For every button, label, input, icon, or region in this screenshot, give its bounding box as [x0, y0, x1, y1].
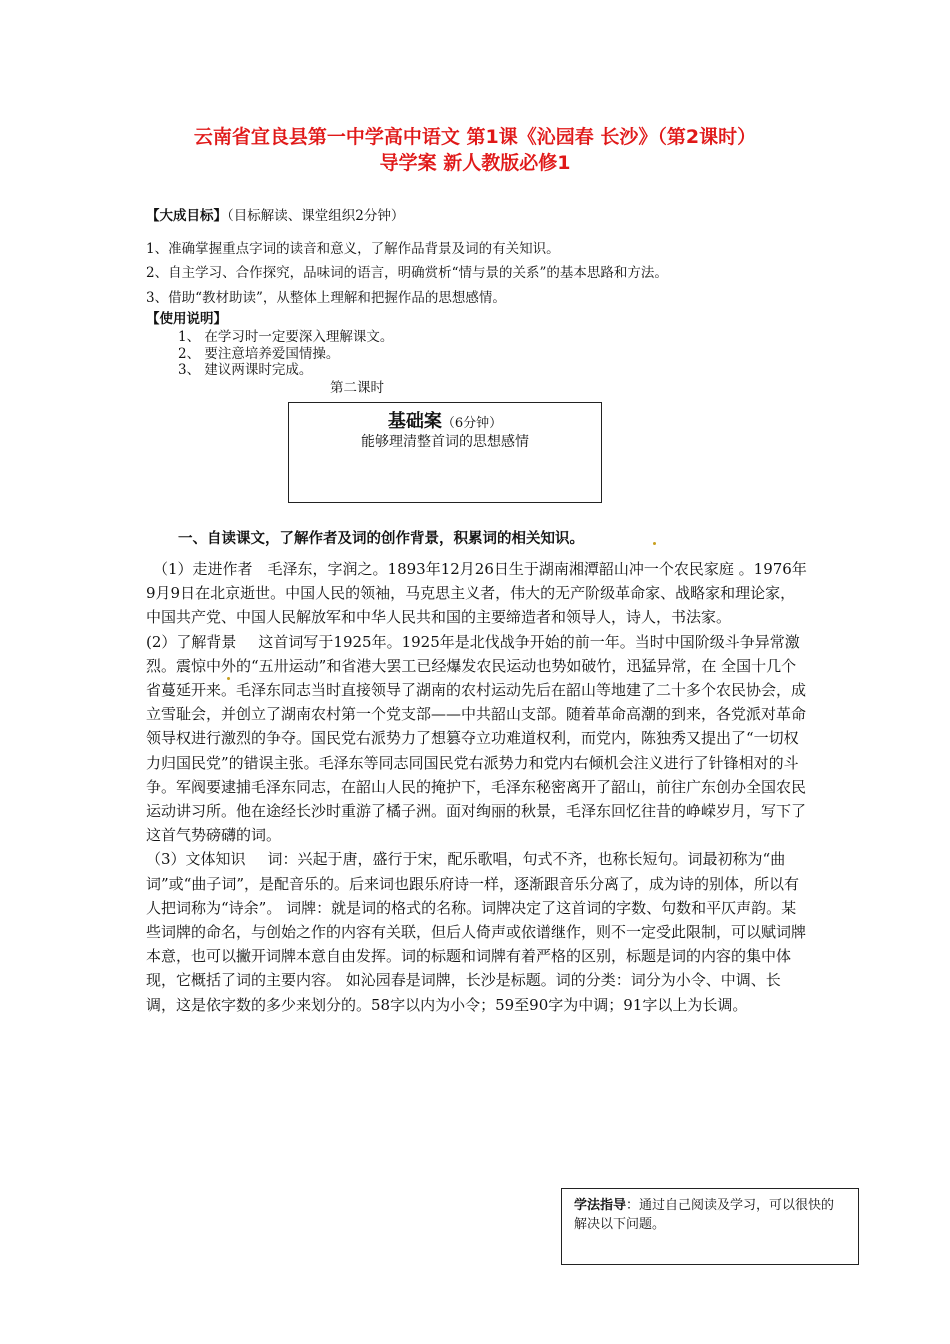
usage-heading: 【使用说明】 — [146, 311, 227, 327]
study-guide-box — [561, 1188, 859, 1265]
goal-item: 2、自主学习、合作探究，品味词的语言，明确赏析“情与景的关系”的基本思路和方法。 — [146, 265, 668, 281]
basic-case-subtitle: 能够理清整首词的思想感情 — [361, 434, 529, 450]
goal-item: 1、准确掌握重点字词的读音和意义，了解作品背景及词的有关知识。 — [146, 241, 560, 257]
paragraph-text: 这首词写于1925年。1925年是北伐战争开始的前一年。当时中国阶级斗争异常激烈。震惊中外的“五卅运动”和省港大罢工已经爆发农民运动也势如破竹，迅猛异常，在 全国十几个省蔓延开来。毛泽东同志当时直接领导了湖南的农村运动先后在韶山等地建了二十多个农民协会，成立雪耻会，并创立了湖南农村第一个党支部——中共韶山支部。随着革命高潮的到来，各党派对革命领导权进行激烈的争夺。国民党右派势力了想篡夺立功难道权利，而党内，陈独秀又提出了“一切权力归国民党”的错误主张。毛泽东等同志同国民党右派势力和党内右倾机会注义进行了针锋相对的斗争。军阀要逮捕毛泽东同志，在韶山人民的掩护下，毛泽东秘密离开了韶山，前往广东创办全国农民运动讲习所。他在途经长沙时重游了橘子洲。面对绚丽的秋景，毛泽东回忆往昔的峥嵘岁月，写下了这首气势磅礴的词。 — [146, 632, 807, 845]
section-heading: 一、自读课文，了解作者及词的创作背景，积累词的相关知识。 — [178, 531, 584, 547]
paragraph-text: 词：兴起于唐，盛行于宋，配乐歌唱，句式不齐，也称长短句。词最初称为“曲词”或“曲子词”，是配音乐的。后来词也跟乐府诗一样，逐渐跟音乐分离了，成为诗的别体，所以有人把词称为“诗余”。 词牌：就是词的格式的名称。词牌决定了这首词的字数、句数和平仄声韵。某些词牌的命名，与创始之作的内容有关联，但后人倚声或依谱继作，则不一定受此限制，可以赋词牌本意，也可以撇开词牌本意自由发挥。词的标题和词牌有着严格的区别，标题是词的内容的集中体现，它概括了词的主要内容。 如沁园春是词牌，长沙是标题。词的分类：词分为小令、中调、长调，这是依字数的多少来划分的。58字以内为小令；59至90字为中调；91字以上为长调。 — [146, 850, 807, 1014]
paragraph-background — [146, 630, 808, 848]
basic-case-title: 基础案 — [387, 411, 442, 432]
basic-case-time: （6分钟） — [441, 416, 503, 431]
main-text — [146, 557, 808, 1017]
basic-case-box — [288, 402, 602, 503]
paragraph-label: （3）文体知识 — [146, 850, 246, 869]
paragraph-text: 毛泽东，字润之。1893年12月26日生于湖南湘潭韶山冲一个农民家庭 。1976年9月9日在北京逝世。中国人民的领袖，马克思主义者，伟大的无产阶级革命家、战略家和理论家，中国共产党、中国人民解放军和中华人民共和国的主要缔造者和领导人，诗人，书法家。 — [146, 560, 807, 627]
paragraph-label: （1）走进作者 — [153, 560, 253, 578]
paragraph-genre — [146, 847, 808, 1016]
document-title-line-1: 云南省宜良县第一中学高中语文 第1课《沁园春 长沙》（第2课时） — [193, 126, 757, 148]
study-guide-text: ：通过自己阅读及学习，可以很快的解决以下问题。 — [574, 1198, 835, 1232]
paragraph-label: (2）了解背景 — [146, 632, 237, 651]
usage-item: 3、 建议两课时完成。 — [178, 362, 313, 378]
lesson-label: 第二课时 — [330, 380, 384, 396]
goals-header — [146, 205, 404, 227]
goals-heading: 【大成目标】 — [146, 208, 227, 224]
usage-item: 2、 要注意培养爱国情操。 — [178, 346, 340, 362]
decorative-dot — [227, 677, 230, 680]
study-guide-label: 学法指导 — [574, 1198, 627, 1213]
document-title-line-2: 导学案 新人教版必修1 — [379, 152, 571, 174]
paragraph-author — [146, 557, 808, 630]
goal-item: 3、借助“教材助读”，从整体上理解和把握作品的思想感情。 — [146, 290, 506, 306]
goals-note: （目标解读、课堂组织2分钟） — [227, 208, 405, 224]
usage-item: 1、 在学习时一定要深入理解课文。 — [178, 329, 394, 345]
decorative-dot — [653, 542, 656, 545]
